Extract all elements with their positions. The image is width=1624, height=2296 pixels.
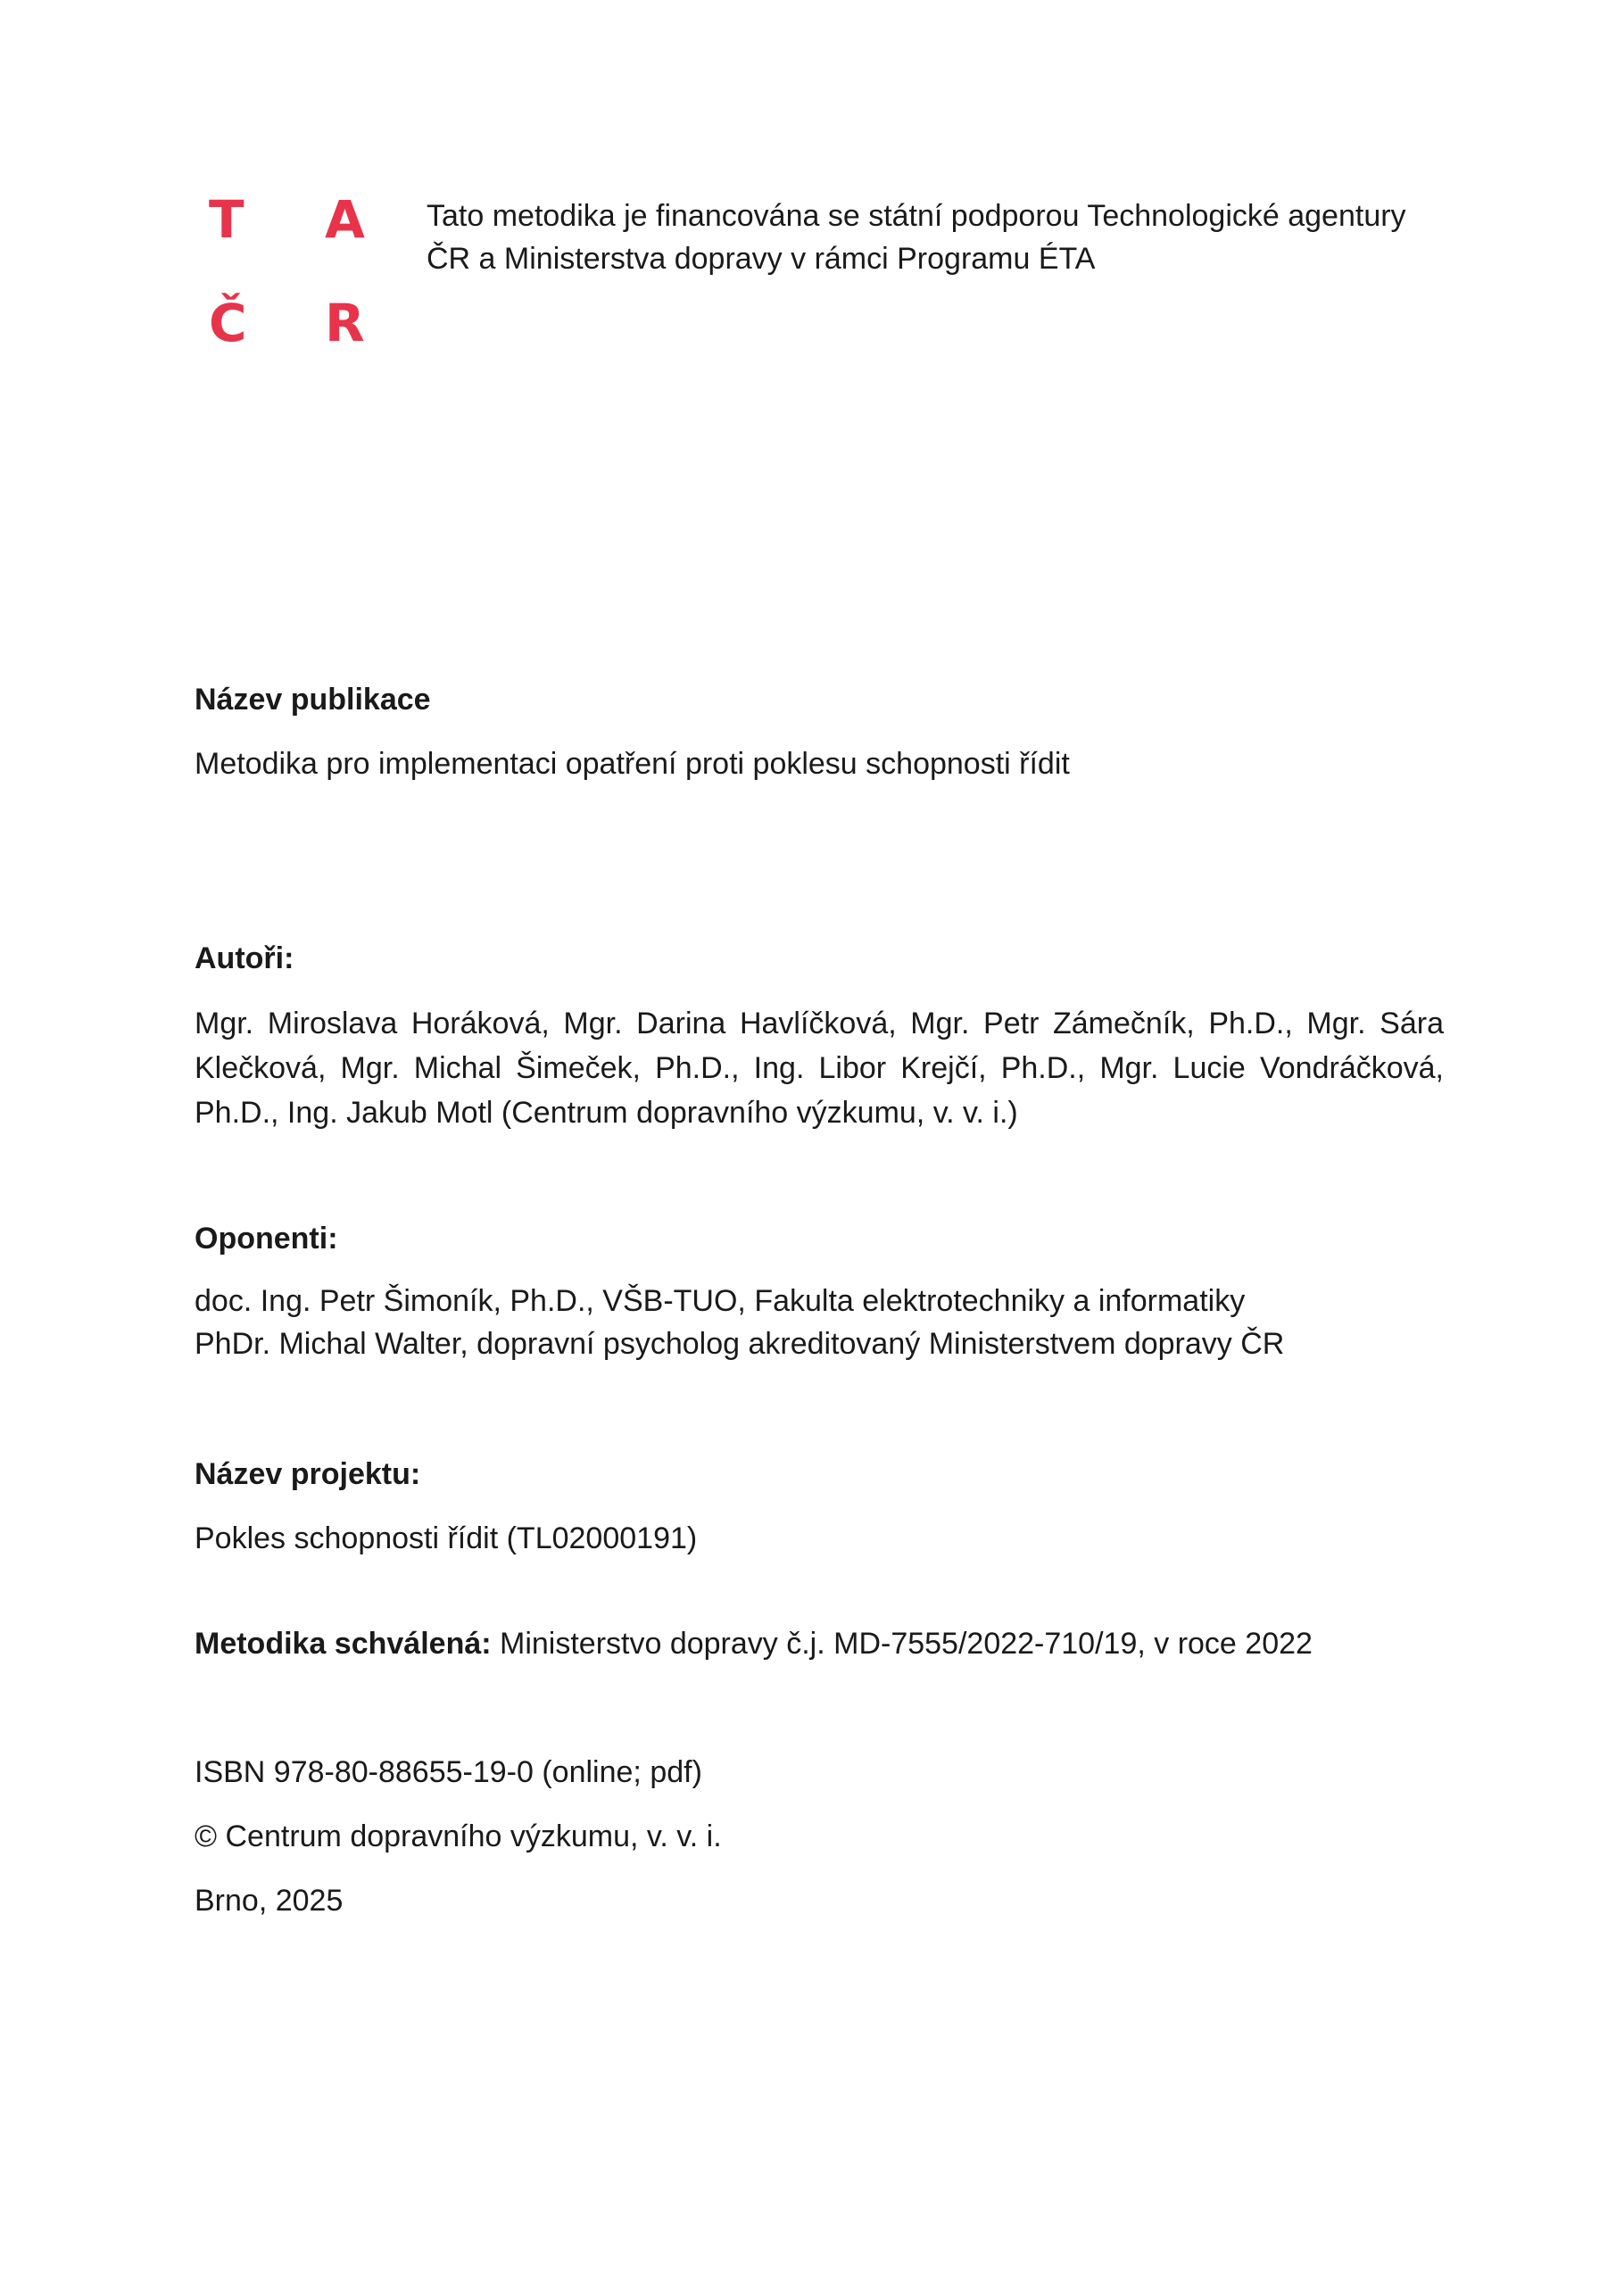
opponent-2: PhDr. Michal Walter, dopravní psycholog akreditovaný Ministerstvem dopravy ČR xyxy=(195,1327,1285,1361)
authors-heading: Autoři: xyxy=(195,941,294,975)
publication-title-block xyxy=(195,742,1444,785)
approval-block xyxy=(195,1622,1444,1665)
opponents-list xyxy=(195,1280,1444,1365)
publication-section xyxy=(195,678,1444,721)
place-year: Brno, 2025 xyxy=(195,1884,344,1918)
funding-statement xyxy=(427,195,1462,280)
funding-line-1: Tato metodika je financována se státní podporou Technologické agentury xyxy=(427,199,1406,233)
isbn: ISBN 978-80-88655-19-0 (online; pdf) xyxy=(195,1755,702,1789)
logo-letter-r: R xyxy=(325,293,365,353)
isbn-block xyxy=(195,1751,1444,1794)
logo-letter-c: Č xyxy=(209,293,247,353)
project-heading-block xyxy=(195,1453,1444,1496)
approval-label: Metodika schválená: xyxy=(195,1627,492,1661)
tacr-logo xyxy=(203,183,373,361)
copyright: © Centrum dopravního výzkumu, v. v. i. xyxy=(195,1819,722,1853)
logo-letter-a: A xyxy=(325,189,365,250)
funding-line-2: ČR a Ministerstva dopravy v rámci Programu ÉTA xyxy=(427,242,1096,276)
project-name-block xyxy=(195,1517,1444,1560)
place-year-block xyxy=(195,1879,1444,1922)
authors-heading-block xyxy=(195,937,1444,980)
logo-letter-t: T xyxy=(209,189,244,250)
authors-list xyxy=(195,1001,1444,1135)
opponent-1: doc. Ing. Petr Šimoník, Ph.D., VŠB-TUO, Fakulta elektrotechniky a informatiky xyxy=(195,1284,1246,1318)
publication-heading: Název publikace xyxy=(195,683,431,717)
approval-text: Ministerstvo dopravy č.j. MD-7555/2022-710/19, v roce 2022 xyxy=(491,1627,1313,1661)
copyright-block xyxy=(195,1815,1444,1858)
authors-text: Mgr. Miroslava Horáková, Mgr. Darina Havlíčková, Mgr. Petr Zámečník, Ph.D., Mgr. Sára Klečková, Mgr. Michal Šimeček, Ph.D., Ing. Libor Krejčí, Ph.D., Mgr. Lucie Vondráčková, Ph.D., Ing. Jakub Motl (Centrum dopravního výzkumu, v. v. i.) xyxy=(195,1007,1444,1130)
project-name: Pokles schopnosti řídit (TL02000191) xyxy=(195,1521,698,1555)
publication-title: Metodika pro implementaci opatření proti poklesu schopnosti řídit xyxy=(195,747,1070,781)
project-heading: Název projektu: xyxy=(195,1457,421,1491)
opponents-heading-block xyxy=(195,1217,1444,1260)
opponents-heading: Oponenti: xyxy=(195,1222,338,1256)
